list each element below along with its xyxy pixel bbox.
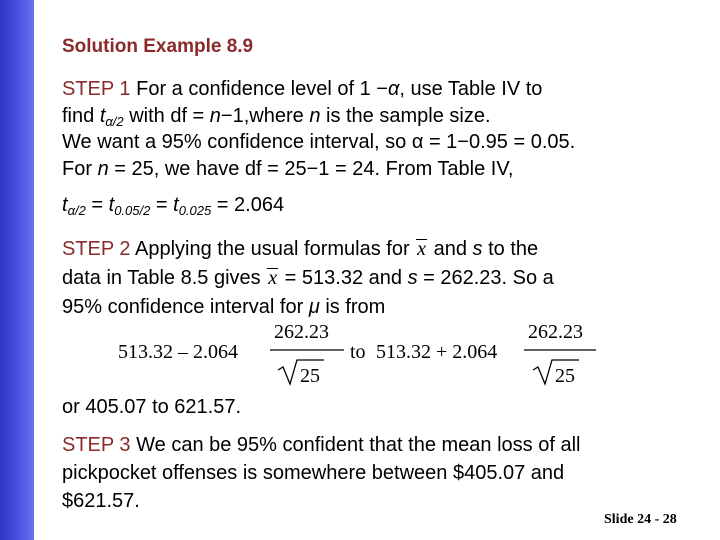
step1-text: For <box>62 157 98 180</box>
s-symbol: s <box>407 267 418 289</box>
step1-text: −1,where <box>220 104 310 127</box>
step1-line1 <box>62 76 542 103</box>
subscript: α/2 <box>67 203 86 218</box>
alpha-symbol: α <box>387 78 400 100</box>
step1-text: find <box>62 104 100 127</box>
step1-text: with df = <box>123 104 210 127</box>
step3-line2: pickpocket offenses is somewhere between $405.07 and <box>62 462 565 484</box>
step3-text: We can be 95% confident that the mean loss of all <box>130 434 581 456</box>
step1-text: is the sample size. <box>320 104 491 127</box>
step2-text: 95% confidence interval for <box>62 296 309 318</box>
step1-text: , use Table IV to <box>399 78 543 100</box>
confidence-interval-formula <box>118 318 598 390</box>
step3-label: STEP 3 <box>62 434 131 456</box>
slide-number: Slide 24 - 28 <box>604 512 677 527</box>
t-symbol: t <box>99 104 106 127</box>
left-expression-base: 513.32 – 2.064 <box>118 341 238 363</box>
left-numerator: 262.23 <box>274 321 329 343</box>
step2-label: STEP 2 <box>62 238 131 260</box>
s-symbol: s <box>472 238 483 260</box>
step1-label: STEP 1 <box>62 78 131 100</box>
left-denominator: 25 <box>300 365 320 387</box>
subscript: 0.05/2 <box>114 203 151 218</box>
right-denominator: 25 <box>555 365 575 387</box>
step2-text: data in Table 8.5 gives <box>62 267 267 289</box>
sidebar-stripe <box>0 0 34 540</box>
n-symbol: n <box>209 104 221 127</box>
mu-symbol: μ <box>308 296 320 318</box>
step2-text: = 513.32 and <box>279 267 408 289</box>
step1-text: = 25, we have df = 25−1 = 24. From Table IV, <box>108 157 514 180</box>
step2-text: = 262.23. So a <box>417 267 554 289</box>
step1-line3: We want a 95% confidence interval, so α = 1−0.95 = 0.05. <box>62 131 576 153</box>
t-symbol: t <box>108 194 115 216</box>
n-symbol: n <box>97 157 109 180</box>
t-symbol: t <box>62 194 68 216</box>
subscript: 0.025 <box>178 203 212 218</box>
t-value: = 2.064 <box>211 194 285 216</box>
step1-line5 <box>62 192 284 225</box>
to-connector: to <box>350 341 366 363</box>
equals: = <box>150 194 174 216</box>
step2-text: to the <box>482 238 539 260</box>
equals: = <box>85 194 109 216</box>
subscript: α/2 <box>105 113 124 129</box>
step1-line4 <box>62 156 513 183</box>
t-symbol: t <box>173 194 179 216</box>
step3-line3: $621.57. <box>62 490 140 512</box>
x-bar-symbol: x <box>266 265 279 292</box>
step1-text: For a confidence level of 1 − <box>130 78 388 100</box>
n-symbol: n <box>309 104 321 127</box>
step2-text: Applying the usual formulas for <box>130 238 416 260</box>
step2-text: and <box>428 238 473 260</box>
x-bar-symbol: x <box>415 236 428 263</box>
step2-text: is from <box>319 296 386 318</box>
step2-line1 <box>62 236 538 263</box>
slide-title: Solution Example 8.9 <box>62 36 254 57</box>
step2-line3 <box>62 294 385 321</box>
right-numerator: 262.23 <box>528 321 583 343</box>
result-line: or 405.07 to 621.57. <box>62 396 242 418</box>
step2-line2 <box>62 265 554 292</box>
right-expression-base: 513.32 + 2.064 <box>376 341 498 363</box>
step3-line1 <box>62 432 580 459</box>
